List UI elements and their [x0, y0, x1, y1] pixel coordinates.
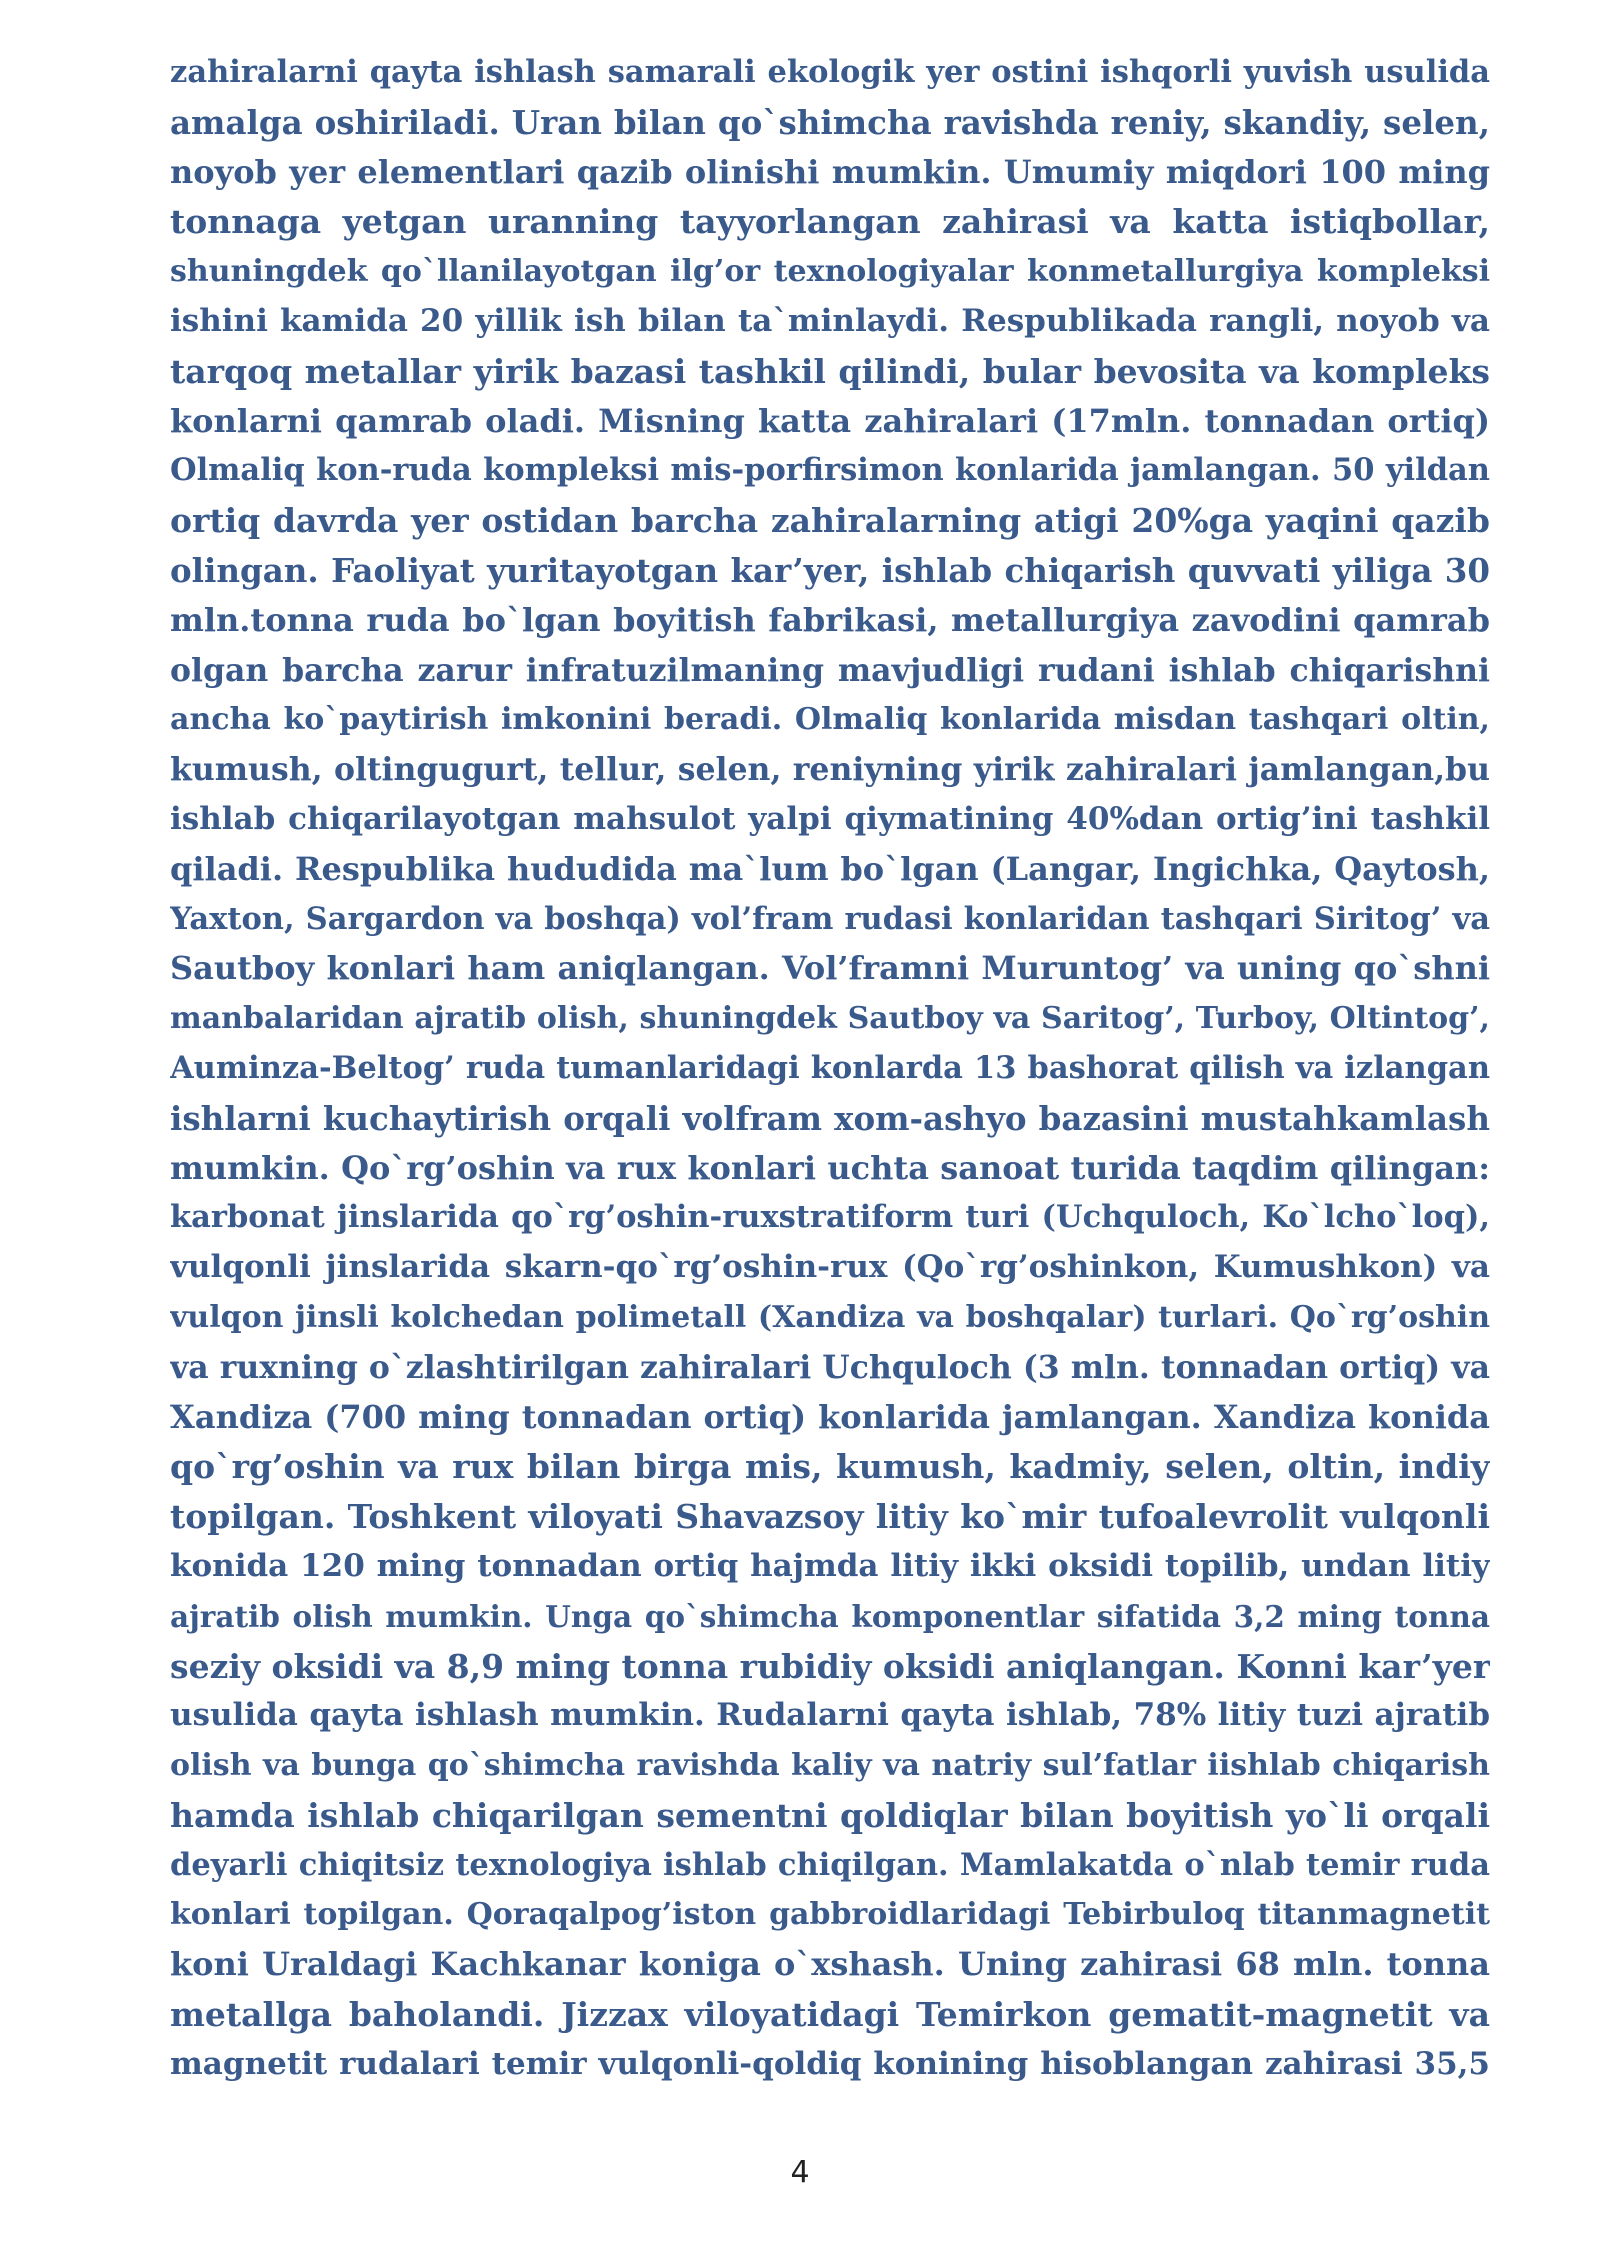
text-line: hamda ishlab chiqarilgan sementni qoldiqlar bilan boyitish yo`li orqali	[170, 1795, 1490, 1835]
body-text	[170, 48, 1490, 2090]
text-line: zahiralarni qayta ishlash samarali ekologik yer ostini ishqorli yuvish usulida	[170, 54, 1490, 90]
text-line: konlarni qamrab oladi. Misning katta zahiralari (17mln. tonnadan ortiq)	[170, 401, 1490, 440]
text-line: va ruxning o`zlashtirilgan zahiralari Uchquloch (3 mln. tonnadan ortiq) va	[170, 1348, 1490, 1386]
text-line: topilgan. Toshkent viloyati Shavazsoy litiy ko`mir tufoalevrolit vulqonli	[170, 1497, 1490, 1537]
text-line: metallga baholandi. Jizzax viloyatidagi Temirkon gematit-magnetit va	[170, 1995, 1490, 2035]
text-line: noyob yer elementlari qazib olinishi mumkin. Umumiy miqdori 100 ming	[170, 152, 1490, 191]
text-line: seziy oksidi va 8,9 ming tonna rubidiy oksidi aniqlangan. Konni kar’yer	[170, 1646, 1490, 1686]
text-line: Xandiza (700 ming tonnadan ortiq) konlarida jamlangan. Xandiza konida	[170, 1397, 1490, 1436]
text-line: deyarli chiqitsiz texnologiya ishlab chiqilgan. Mamlakatda o`nlab temir ruda	[170, 1846, 1490, 1883]
text-line: magnetit rudalari temir vulqonli-qoldiq konining hisoblangan zahirasi 35,5	[170, 2045, 1490, 2082]
text-line: mln.tonna ruda bo`lgan boyitish fabrikasi, metallurgiya zavodini qamrab	[170, 600, 1490, 639]
text-line: koni Uraldagi Kachkanar koniga o`xshash. Uning zahirasi 68 mln. tonna	[170, 1945, 1490, 1984]
text-line: qo`rg’oshin va rux bilan birga mis, kumush, kadmiy, selen, oltin, indiy	[170, 1447, 1490, 1487]
text-line: olish va bunga qo`shimcha ravishda kaliy va natriy sul’fatlar iishlab chiqarish	[170, 1748, 1490, 1784]
text-line: ishini kamida 20 yillik ish bilan ta`minlaydi. Respublikada rangli, noyob va	[170, 302, 1490, 339]
text-line: kumush, oltingugurt, tellur, selen, reniyning yirik zahiralari jamlangan,bu	[170, 751, 1490, 789]
text-line: ajratib olish mumkin. Unga qo`shimcha komponentlar sifatida 3,2 ming tonna	[170, 1598, 1490, 1634]
text-line: qiladi. Respublika hududida ma`lum bo`lgan (Langar, Ingichka, Qaytosh,	[170, 849, 1490, 888]
text-line: Auminza-Beltog’ ruda tumanlaridagi konlarda 13 bashorat qilish va izlangan	[170, 1049, 1490, 1086]
text-line: konida 120 ming tonnadan ortiq hajmda litiy ikki oksidi topilib, undan litiy	[170, 1547, 1490, 1584]
text-line: karbonat jinslarida qo`rg’oshin-ruxstratiform turi (Uchquloch, Ko`lcho`loq),	[170, 1199, 1490, 1236]
text-line: mumkin. Qo`rg’oshin va rux konlari uchta sanoat turida taqdim qilingan:	[170, 1148, 1490, 1187]
text-line: konlari topilgan. Qoraqalpog’iston gabbroidlaridagi Tebirbuloq titanmagnetit	[170, 1897, 1490, 1933]
text-line: usulida qayta ishlash mumkin. Rudalarni qayta ishlab, 78% litiy tuzi ajratib	[170, 1697, 1490, 1734]
text-line: olgan barcha zarur infratuzilmaning mavjudligi rudani ishlab chiqarishni	[170, 651, 1490, 689]
text-line: manbalaridan ajratib olish, shuningdek Sautboy va Saritog’, Turboy, Oltintog’,	[170, 1001, 1490, 1037]
text-line: ortiq davrda yer ostidan barcha zahiralarning atigi 20%ga yaqini qazib	[170, 501, 1490, 541]
text-line: tarqoq metallar yirik bazasi tashkil qilindi, bular bevosita va kompleks	[170, 351, 1490, 391]
text-line: vulqon jinsli kolchedan polimetall (Xandiza va boshqalar) turlari. Qo`rg’oshin	[170, 1299, 1490, 1335]
text-line: Sautboy konlari ham aniqlangan. Vol’framni Muruntog’ va uning qo`shni	[170, 949, 1490, 988]
text-line: ishlarni kuchaytirish orqali volfram xom-ashyo bazasini mustahkamlash	[170, 1098, 1490, 1138]
text-line: amalga oshiriladi. Uran bilan qo`shimcha ravishda reniy, skandiy, selen,	[170, 102, 1490, 142]
text-line: ancha ko`paytirish imkonini beradi. Olmaliq konlarida misdan tashqari oltin,	[170, 702, 1490, 738]
text-line: ishlab chiqarilayotgan mahsulot yalpi qiymatining 40%dan ortig’ini tashkil	[170, 800, 1490, 837]
text-line: vulqonli jinslarida skarn-qo`rg’oshin-rux (Qo`rg’oshinkon, Kumushkon) va	[170, 1249, 1490, 1286]
text-line: Yaxton, Sargardon va boshqa) vol’fram rudasi konlaridan tashqari Siritog’ va	[170, 900, 1490, 937]
text-line: olingan. Faoliyat yuritayotgan kar’yer, ishlab chiqarish quvvati yiliga 30	[170, 550, 1490, 590]
text-line: shuningdek qo`llanilayotgan ilg’or texnologiyalar konmetallurgiya kompleksi	[170, 254, 1490, 290]
text-line: tonnaga yetgan uranning tayyorlangan zahirasi va katta istiqbollar,	[170, 202, 1490, 242]
text-line: Olmaliq kon-ruda kompleksi mis-porfirsimon konlarida jamlangan. 50 yildan	[170, 452, 1490, 489]
page-number: 4	[790, 2155, 810, 2190]
